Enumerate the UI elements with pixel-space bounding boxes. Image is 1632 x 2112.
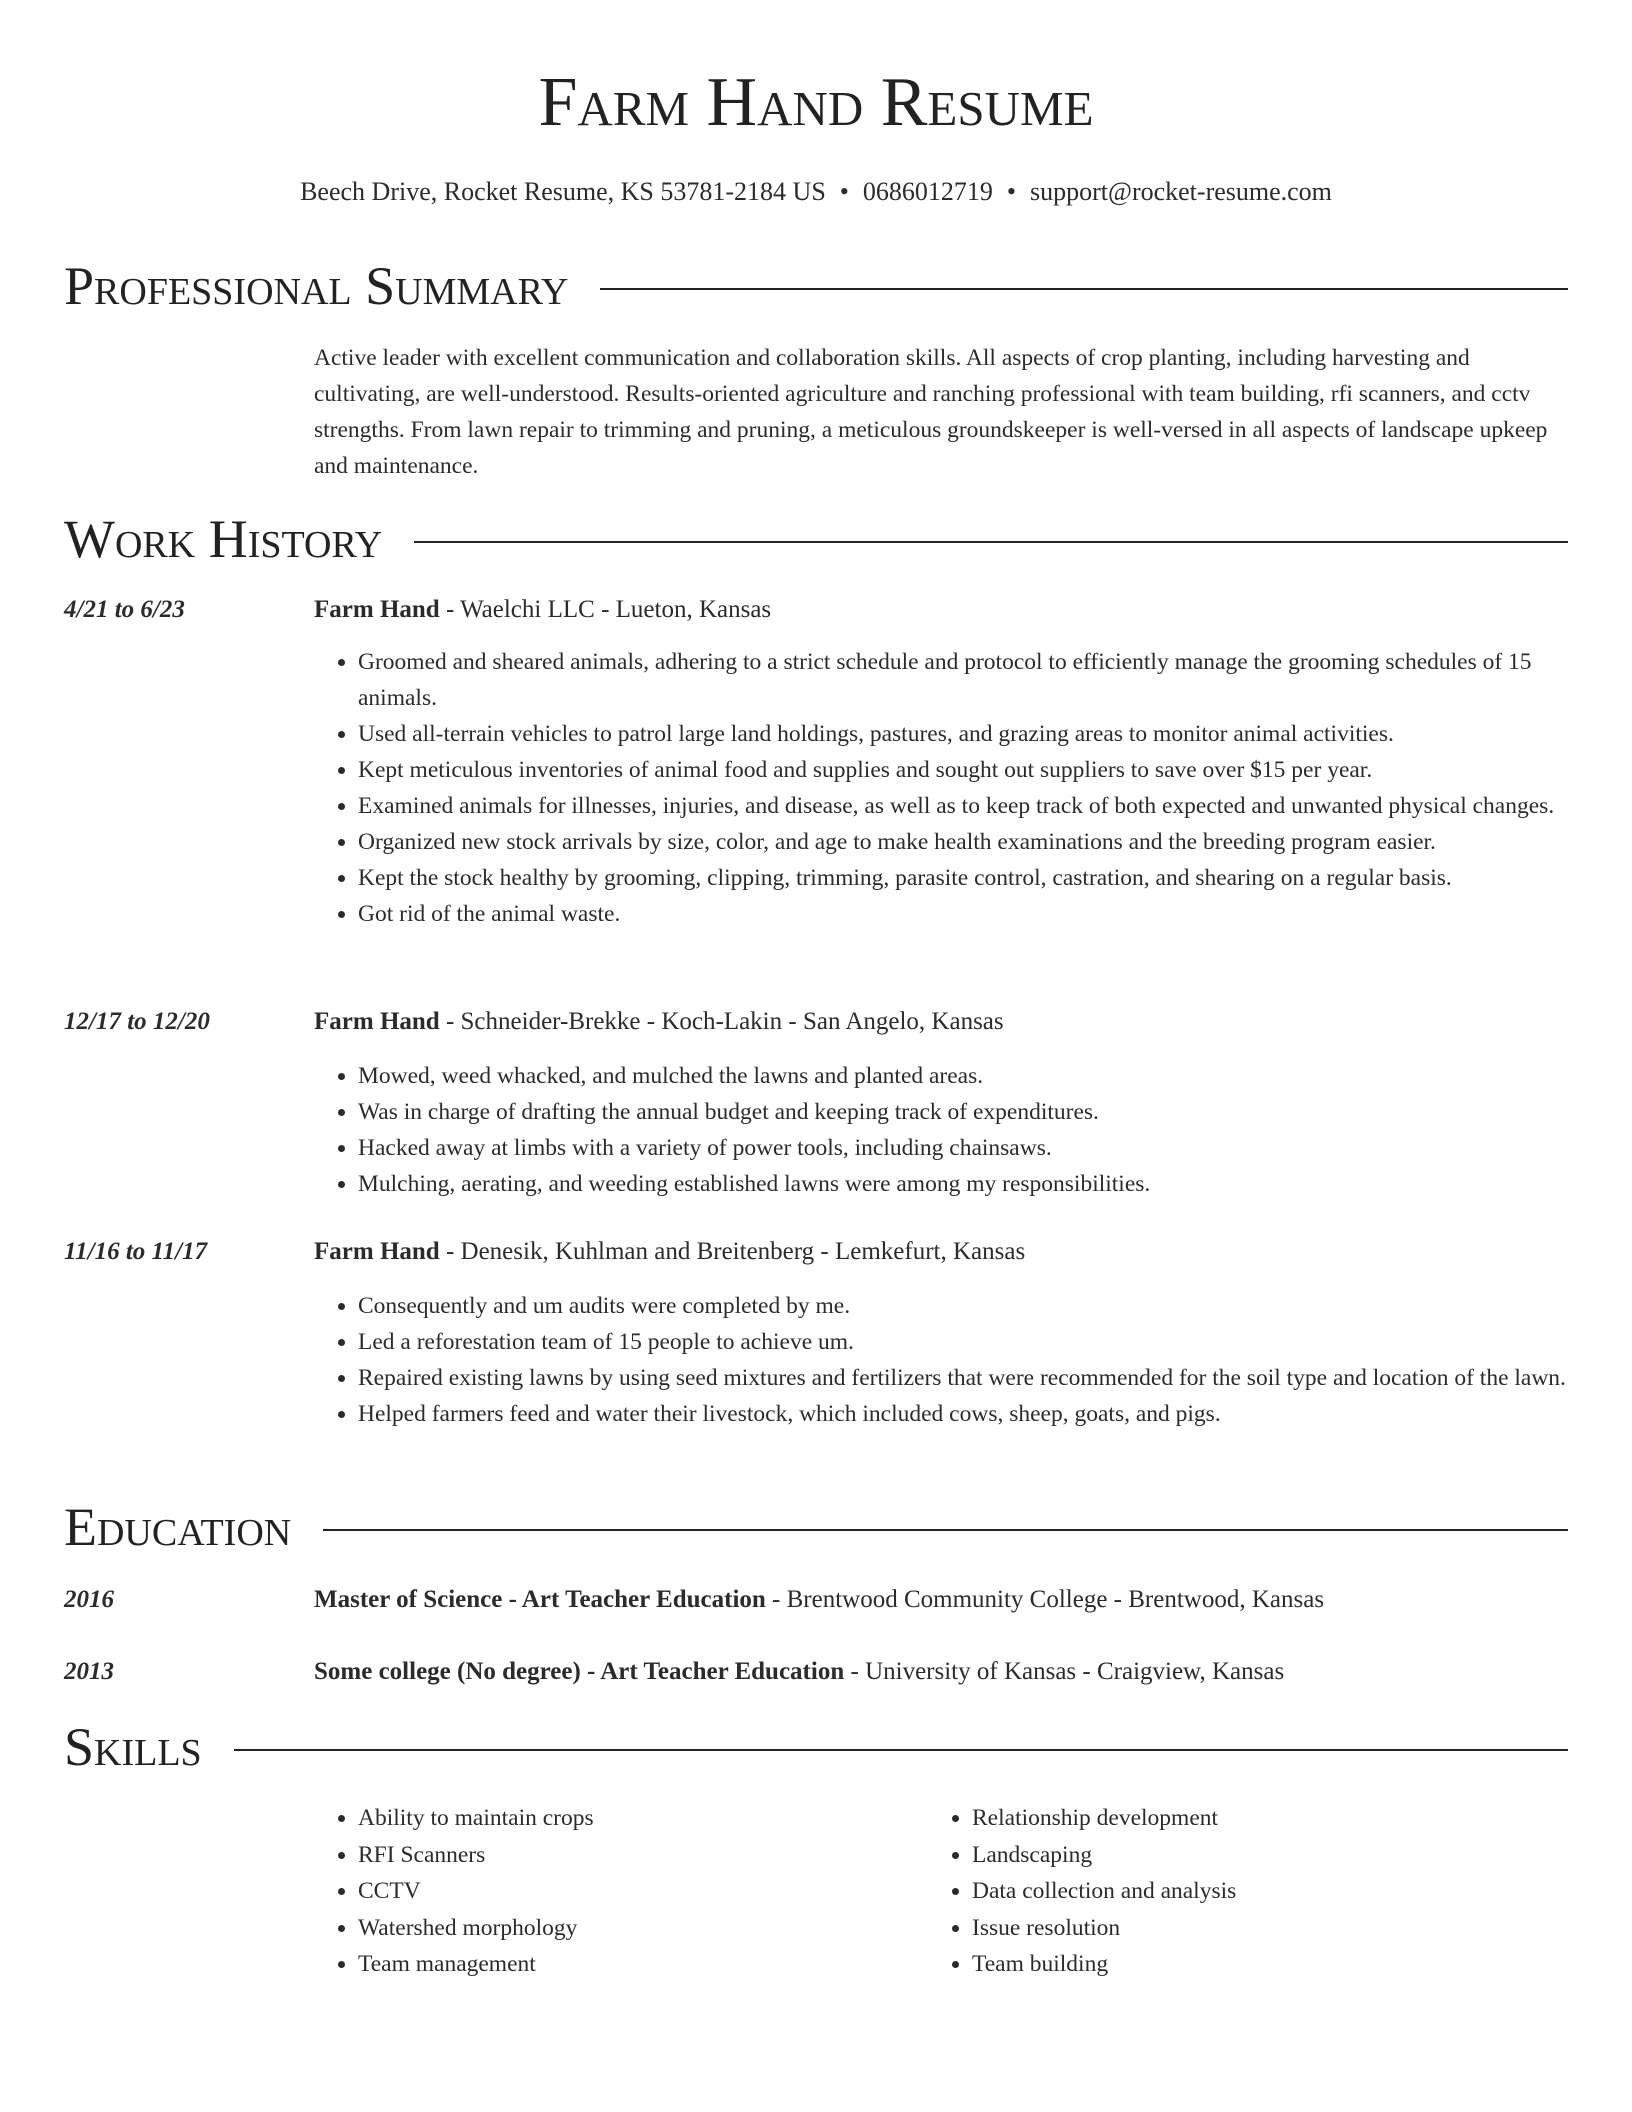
skills-section-header — [64, 1717, 1568, 1777]
job-bullet: • Kept meticulous inventories of animal food and supplies and sought out suppliers to save over $15 per year. — [358, 752, 1568, 788]
job-dates: 11/16 to 11/17 — [64, 1238, 208, 1265]
section-divider — [414, 541, 1568, 543]
section-heading: Skills — [64, 1717, 202, 1777]
contact-line — [0, 174, 1632, 210]
contact-email: support@rocket-resume.com — [1030, 177, 1332, 206]
skills-list-left — [314, 1800, 918, 1983]
skill-item: • Watershed morphology — [358, 1910, 918, 1947]
job-bullet: • Got rid of the animal waste. — [358, 896, 1568, 932]
job-bullet: • Consequently and um audits were completed by me. — [358, 1288, 1568, 1324]
job-title: Farm Hand — [314, 596, 440, 623]
skill-item: • Relationship development — [972, 1800, 1612, 1837]
job-bullets — [314, 644, 1568, 932]
section-divider — [234, 1749, 1568, 1751]
education-degree: Master of Science - Art Teacher Education — [314, 1586, 766, 1613]
contact-phone: 0686012719 — [862, 177, 993, 206]
job-bullet: • Used all-terrain vehicles to patrol large land holdings, pastures, and grazing areas to monitor animal activities. — [358, 716, 1568, 752]
job-bullet: • Helped farmers feed and water their livestock, which included cows, sheep, goats, and pigs. — [358, 1396, 1568, 1432]
summary-text: Active leader with excellent communication and collaboration skills. All aspects of crop planting, including harvesting and cultivating, are well-understood. Results-oriented agriculture and ranching professional with team building, rfi scanners, and cctv strengths. From lawn repair to trimming and pruning, a meticulous groundskeeper is well-versed in all aspects of landscape upkeep and maintenance. — [314, 345, 1548, 479]
skill-item: • Landscaping — [972, 1837, 1612, 1874]
section-heading: Education — [64, 1497, 292, 1557]
skill-item: • Team management — [358, 1946, 918, 1983]
job-heading — [314, 1004, 1568, 1040]
education-year: 2016 — [64, 1586, 114, 1613]
work-section-header — [64, 509, 1568, 569]
job-dates: 4/21 to 6/23 — [64, 596, 185, 623]
skill-item: • Ability to maintain crops — [358, 1800, 918, 1837]
job-title: Farm Hand — [314, 1008, 440, 1035]
skill-item: • Data collection and analysis — [972, 1873, 1612, 1910]
job-heading — [314, 1234, 1568, 1270]
skill-item: • Issue resolution — [972, 1910, 1612, 1947]
job-bullet: • Organized new stock arrivals by size, color, and age to make health examinations and the breeding program easier. — [358, 824, 1568, 860]
section-heading: Work History — [64, 509, 383, 569]
job-bullet: • Mowed, weed whacked, and mulched the lawns and planted areas. — [358, 1058, 1568, 1094]
education-details: - Brentwood Community College - Brentwood, Kansas — [765, 1586, 1325, 1613]
section-divider — [323, 1529, 1568, 1531]
skill-item: • CCTV — [358, 1873, 918, 1910]
job-details: - Denesik, Kuhlman and Breitenberg - Lemkefurt, Kansas — [439, 1238, 1026, 1265]
job-bullet: • Examined animals for illnesses, injuries, and disease, as well as to keep track of both expected and unwanted physical changes. — [358, 788, 1568, 824]
summary-section-header — [64, 256, 1568, 316]
job-bullet: • Mulching, aerating, and weeding established lawns were among my responsibilities. — [358, 1166, 1568, 1202]
job-bullet: • Groomed and sheared animals, adhering to a strict schedule and protocol to efficiently manage the grooming schedules of 15 animals. — [358, 644, 1568, 716]
job-bullet: • Was in charge of drafting the annual budget and keeping track of expenditures. — [358, 1094, 1568, 1130]
job-details: - Schneider-Brekke - Koch-Lakin - San Angelo, Kansas — [439, 1008, 1004, 1035]
resume-title: Farm Hand Resume — [538, 64, 1094, 141]
job-bullets — [314, 1288, 1568, 1432]
education-degree: Some college (No degree) - Art Teacher Education — [314, 1658, 845, 1685]
skill-item: • RFI Scanners — [358, 1837, 918, 1874]
job-bullets — [314, 1058, 1568, 1202]
job-bullet: • Repaired existing lawns by using seed mixtures and fertilizers that were recommended for the soil type and location of the lawn. — [358, 1360, 1568, 1396]
section-heading: Professional Summary — [64, 256, 569, 316]
job-bullet: • Kept the stock healthy by grooming, clipping, trimming, parasite control, castration, and shearing on a regular basis. — [358, 860, 1568, 896]
skills-list-right — [928, 1800, 1612, 1983]
skill-item: • Team building — [972, 1946, 1612, 1983]
education-section-header — [64, 1497, 1568, 1557]
job-dates: 12/17 to 12/20 — [64, 1008, 210, 1035]
job-bullet: • Hacked away at limbs with a variety of power tools, including chainsaws. — [358, 1130, 1568, 1166]
contact-separator: • — [1006, 177, 1016, 206]
education-heading — [314, 1654, 1568, 1690]
section-divider — [600, 288, 1568, 290]
contact-separator: • — [839, 177, 849, 206]
education-heading — [314, 1582, 1568, 1618]
job-bullet: • Led a reforestation team of 15 people to achieve um. — [358, 1324, 1568, 1360]
job-details: - Waelchi LLC - Lueton, Kansas — [439, 596, 772, 623]
education-details: - University of Kansas - Craigview, Kansas — [844, 1658, 1285, 1685]
education-year: 2013 — [64, 1658, 114, 1685]
job-title: Farm Hand — [314, 1238, 440, 1265]
job-heading — [314, 592, 1568, 628]
contact-address: Beech Drive, Rocket Resume, KS 53781-2184 US — [300, 177, 826, 206]
